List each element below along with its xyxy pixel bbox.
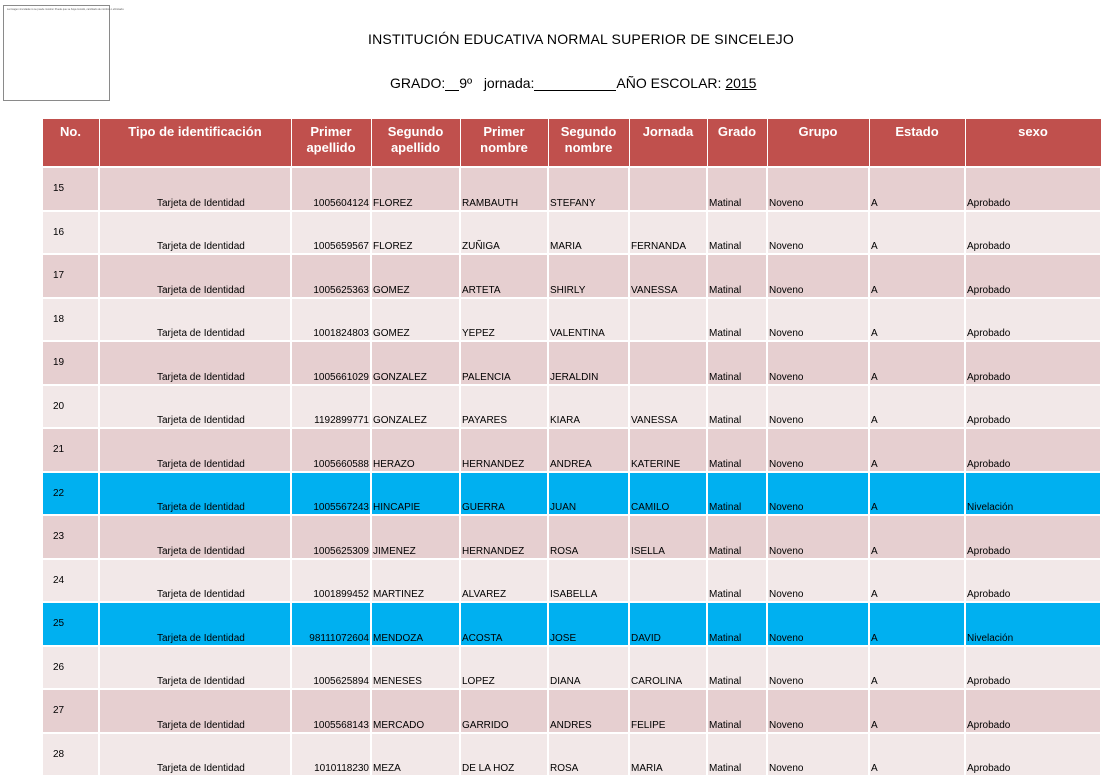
table-header-row — [42, 119, 1101, 168]
students-table — [41, 118, 1102, 777]
first-surname-cell: GOMEZ — [371, 298, 460, 342]
grade-cell: Noveno — [767, 254, 869, 298]
row-number: 23 — [42, 515, 99, 559]
table-row — [42, 472, 1101, 516]
shift-cell: Matinal — [707, 167, 767, 211]
column-header: Jornada — [629, 119, 707, 168]
second-surname-cell: PALENCIA — [460, 341, 548, 385]
shift-cell: Matinal — [707, 385, 767, 429]
column-header: Grupo — [767, 119, 869, 168]
first-surname-cell: GOMEZ — [371, 254, 460, 298]
shift-cell: Matinal — [707, 298, 767, 342]
row-number: 22 — [42, 472, 99, 516]
table-row — [42, 689, 1101, 733]
grade-cell: Noveno — [767, 385, 869, 429]
row-number: 27 — [42, 689, 99, 733]
status-cell: Aprobado — [965, 211, 1101, 255]
grade-cell: Noveno — [767, 167, 869, 211]
column-header: Tipo de identificación — [99, 119, 291, 168]
status-cell: Aprobado — [965, 298, 1101, 342]
second-name-cell — [629, 341, 707, 385]
second-surname-cell: ZUÑIGA — [460, 211, 548, 255]
first-surname-cell: GONZALEZ — [371, 341, 460, 385]
first-surname-cell: FLOREZ — [371, 167, 460, 211]
grade-cell: Noveno — [767, 211, 869, 255]
column-header: Segundo apellido — [371, 119, 460, 168]
id-type-cell: Tarjeta de Identidad — [99, 428, 291, 472]
first-surname-cell: MENDOZA — [371, 602, 460, 646]
column-header: Primer nombre — [460, 119, 548, 168]
second-surname-cell: HERNANDEZ — [460, 428, 548, 472]
shift-cell: Matinal — [707, 733, 767, 777]
status-cell: Aprobado — [965, 385, 1101, 429]
first-name-cell: MARIA — [548, 211, 629, 255]
shift-cell: Matinal — [707, 341, 767, 385]
status-cell: Aprobado — [965, 515, 1101, 559]
id-type-cell: Tarjeta de Identidad — [99, 602, 291, 646]
second-name-cell — [629, 298, 707, 342]
row-number: 17 — [42, 254, 99, 298]
table-row — [42, 602, 1101, 646]
shift-cell: Matinal — [707, 254, 767, 298]
second-surname-cell: ALVAREZ — [460, 559, 548, 603]
group-cell: A — [869, 428, 965, 472]
grade-cell: Noveno — [767, 298, 869, 342]
second-surname-cell: YEPEZ — [460, 298, 548, 342]
first-surname-cell: MEZA — [371, 733, 460, 777]
grade-cell: Noveno — [767, 472, 869, 516]
second-surname-cell: ACOSTA — [460, 602, 548, 646]
id-number-cell: 1005659567 — [291, 211, 371, 255]
second-surname-cell: LOPEZ — [460, 646, 548, 690]
id-number-cell: 1005625894 — [291, 646, 371, 690]
table-row — [42, 298, 1101, 342]
shift-cell: Matinal — [707, 689, 767, 733]
row-number: 28 — [42, 733, 99, 777]
grade-cell: Noveno — [767, 733, 869, 777]
row-number: 25 — [42, 602, 99, 646]
first-name-cell: ANDRES — [548, 689, 629, 733]
row-number: 16 — [42, 211, 99, 255]
id-number-cell: 1005625309 — [291, 515, 371, 559]
second-surname-cell: GUERRA — [460, 472, 548, 516]
group-cell: A — [869, 254, 965, 298]
grade-cell: Noveno — [767, 559, 869, 603]
shift-cell: Matinal — [707, 211, 767, 255]
first-surname-cell: MARTINEZ — [371, 559, 460, 603]
column-header: Estado — [869, 119, 965, 168]
broken-image-caption: La imagen vinculada no se puede mostrar. Puede que se haya movido, cambiado de nombre o eliminado. — [7, 8, 125, 11]
table-row — [42, 167, 1101, 211]
grado-value: 9º — [459, 75, 473, 91]
second-name-cell: FELIPE — [629, 689, 707, 733]
broken-image-placeholder — [3, 5, 125, 101]
table-row — [42, 254, 1101, 298]
first-name-cell: ROSA — [548, 733, 629, 777]
id-number-cell: 1005660588 — [291, 428, 371, 472]
grado-label: GRADO: — [390, 75, 446, 91]
column-header: sexo — [965, 119, 1101, 168]
grade-cell: Noveno — [767, 428, 869, 472]
second-name-cell: MARIA — [629, 733, 707, 777]
group-cell: A — [869, 472, 965, 516]
status-cell: Nivelación — [965, 602, 1101, 646]
id-type-cell: Tarjeta de Identidad — [99, 211, 291, 255]
first-surname-cell: MERCADO — [371, 689, 460, 733]
id-type-cell: Tarjeta de Identidad — [99, 298, 291, 342]
id-type-cell: Tarjeta de Identidad — [99, 385, 291, 429]
status-cell: Aprobado — [965, 428, 1101, 472]
table-row — [42, 515, 1101, 559]
id-number-cell: 1001824803 — [291, 298, 371, 342]
status-cell: Aprobado — [965, 689, 1101, 733]
id-type-cell: Tarjeta de Identidad — [99, 646, 291, 690]
group-cell: A — [869, 167, 965, 211]
group-cell: A — [869, 602, 965, 646]
column-header: No. — [42, 119, 99, 168]
status-cell: Aprobado — [965, 733, 1101, 777]
group-cell: A — [869, 689, 965, 733]
second-surname-cell: PAYARES — [460, 385, 548, 429]
grade-cell: Noveno — [767, 515, 869, 559]
id-number-cell: 1010118230 — [291, 733, 371, 777]
first-name-cell: JUAN — [548, 472, 629, 516]
status-cell: Aprobado — [965, 254, 1101, 298]
group-cell: A — [869, 515, 965, 559]
second-name-cell: CAROLINA — [629, 646, 707, 690]
shift-cell: Matinal — [707, 646, 767, 690]
group-cell: A — [869, 341, 965, 385]
row-number: 21 — [42, 428, 99, 472]
second-name-cell: KATERINE — [629, 428, 707, 472]
shift-cell: Matinal — [707, 602, 767, 646]
first-name-cell: ISABELLA — [548, 559, 629, 603]
id-number-cell: 98111072604 — [291, 602, 371, 646]
second-name-cell: VANESSA — [629, 385, 707, 429]
table-row — [42, 428, 1101, 472]
row-number: 24 — [42, 559, 99, 603]
table-row — [42, 559, 1101, 603]
id-type-cell: Tarjeta de Identidad — [99, 689, 291, 733]
first-name-cell: JERALDIN — [548, 341, 629, 385]
grade-line — [390, 75, 756, 91]
first-surname-cell: MENESES — [371, 646, 460, 690]
second-name-cell: ISELLA — [629, 515, 707, 559]
second-surname-cell: DE LA HOZ — [460, 733, 548, 777]
id-number-cell: 1005625363 — [291, 254, 371, 298]
id-number-cell: 1005604124 — [291, 167, 371, 211]
table-row — [42, 646, 1101, 690]
first-name-cell: DIANA — [548, 646, 629, 690]
shift-cell: Matinal — [707, 428, 767, 472]
first-name-cell: STEFANY — [548, 167, 629, 211]
shift-cell: Matinal — [707, 515, 767, 559]
status-cell: Aprobado — [965, 646, 1101, 690]
status-cell: Aprobado — [965, 559, 1101, 603]
second-name-cell: FERNANDA — [629, 211, 707, 255]
id-number-cell: 1005568143 — [291, 689, 371, 733]
status-cell: Aprobado — [965, 341, 1101, 385]
second-surname-cell: GARRIDO — [460, 689, 548, 733]
second-surname-cell: ARTETA — [460, 254, 548, 298]
first-surname-cell: GONZALEZ — [371, 385, 460, 429]
grade-cell: Noveno — [767, 602, 869, 646]
id-number-cell: 1005661029 — [291, 341, 371, 385]
status-cell: Aprobado — [965, 167, 1101, 211]
id-number-cell: 1001899452 — [291, 559, 371, 603]
second-name-cell — [629, 167, 707, 211]
id-type-cell: Tarjeta de Identidad — [99, 559, 291, 603]
shift-cell: Matinal — [707, 559, 767, 603]
id-type-cell: Tarjeta de Identidad — [99, 341, 291, 385]
id-type-cell: Tarjeta de Identidad — [99, 167, 291, 211]
row-number: 19 — [42, 341, 99, 385]
first-name-cell: JOSE — [548, 602, 629, 646]
group-cell: A — [869, 559, 965, 603]
second-name-cell — [629, 559, 707, 603]
table-row — [42, 733, 1101, 777]
id-number-cell: 1005567243 — [291, 472, 371, 516]
second-surname-cell: RAMBAUTH — [460, 167, 548, 211]
anio-label: AÑO ESCOLAR: — [616, 75, 722, 91]
table-row — [42, 211, 1101, 255]
row-number: 26 — [42, 646, 99, 690]
grade-cell: Noveno — [767, 341, 869, 385]
group-cell: A — [869, 385, 965, 429]
column-header: Primer apellido — [291, 119, 371, 168]
table-row — [42, 385, 1101, 429]
shift-cell: Matinal — [707, 472, 767, 516]
second-name-cell: CAMILO — [629, 472, 707, 516]
second-surname-cell: HERNANDEZ — [460, 515, 548, 559]
row-number: 18 — [42, 298, 99, 342]
row-number: 20 — [42, 385, 99, 429]
table-row — [42, 341, 1101, 385]
first-surname-cell: HERAZO — [371, 428, 460, 472]
first-name-cell: SHIRLY — [548, 254, 629, 298]
second-name-cell: DAVID — [629, 602, 707, 646]
group-cell: A — [869, 733, 965, 777]
first-name-cell: ROSA — [548, 515, 629, 559]
table-body — [42, 167, 1101, 776]
first-surname-cell: JIMENEZ — [371, 515, 460, 559]
first-name-cell: ANDREA — [548, 428, 629, 472]
row-number: 15 — [42, 167, 99, 211]
id-number-cell: 1192899771 — [291, 385, 371, 429]
id-type-cell: Tarjeta de Identidad — [99, 254, 291, 298]
first-name-cell: KIARA — [548, 385, 629, 429]
status-cell: Nivelación — [965, 472, 1101, 516]
id-type-cell: Tarjeta de Identidad — [99, 733, 291, 777]
group-cell: A — [869, 646, 965, 690]
first-surname-cell: FLOREZ — [371, 211, 460, 255]
grade-cell: Noveno — [767, 646, 869, 690]
anio-value: 2015 — [725, 75, 757, 91]
group-cell: A — [869, 211, 965, 255]
jornada-label: jornada: — [483, 75, 535, 91]
id-type-cell: Tarjeta de Identidad — [99, 472, 291, 516]
id-type-cell: Tarjeta de Identidad — [99, 515, 291, 559]
grado-blank — [445, 76, 459, 91]
group-cell: A — [869, 298, 965, 342]
second-name-cell: VANESSA — [629, 254, 707, 298]
column-header: Segundo nombre — [548, 119, 629, 168]
grade-cell: Noveno — [767, 689, 869, 733]
first-name-cell: VALENTINA — [548, 298, 629, 342]
page-title: INSTITUCIÓN EDUCATIVA NORMAL SUPERIOR DE SINCELEJO — [368, 31, 794, 47]
jornada-blank — [534, 76, 616, 91]
column-header: Grado — [707, 119, 767, 168]
first-surname-cell: HINCAPIE — [371, 472, 460, 516]
